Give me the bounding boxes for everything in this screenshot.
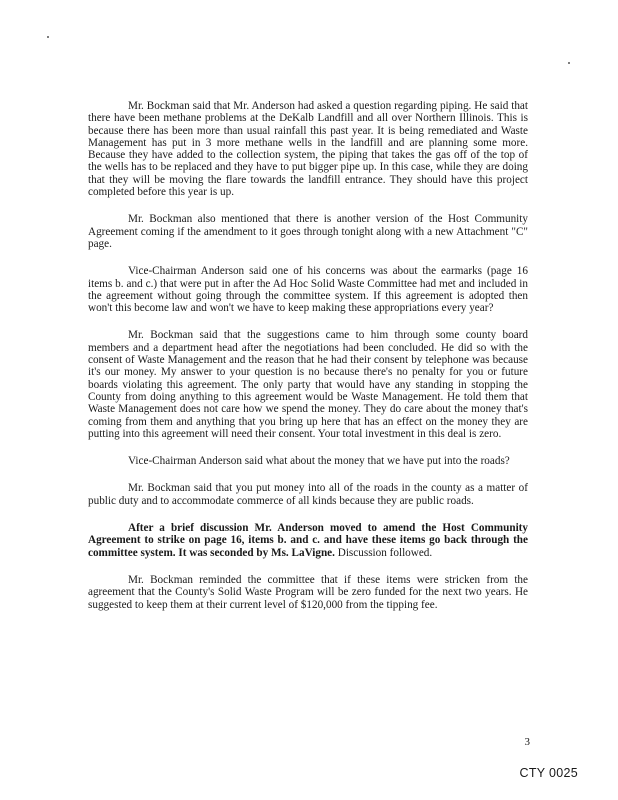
scan-speck xyxy=(47,36,49,38)
paragraph-methane: Mr. Bockman said that Mr. Anderson had asked a question regarding piping. He said that there have been methane problems at the DeKalb Landfill and all over Northern Illinois. This is because there has been more than usual rainfall this past year. It is being remediated and Waste Management has put in 3 more methane wells in the landfill and are planning some more. Because they have added to the collection system, the piping that takes the gas off of the top of the wells has to be replaced and they have to put bigger pipe up. In this case, while they are doing that they will be moving the flare towards the landfill entrance. They should have this project completed before this year is up. xyxy=(88,100,528,199)
paragraph-motion xyxy=(88,522,528,559)
page-number: 3 xyxy=(524,736,530,748)
paragraph-host-agreement-version: Mr. Bockman also mentioned that there is another version of the Host Community Agreement coming if the amendment to it goes through tonight along with a new Attachment "C" page. xyxy=(88,213,528,250)
paragraph-roads-answer: Mr. Bockman said that you put money into all of the roads in the county as a matter of public duty and to accommodate commerce of all kinds because they are public roads. xyxy=(88,482,528,507)
scan-speck xyxy=(568,62,570,64)
motion-bold-text: After a brief discussion Mr. Anderson moved to amend the Host Community Agreement to strike on page 16, items b. and c. and have these items go back through the committee system. It was seconded by Ms. LaVigne. xyxy=(88,522,528,559)
paragraph-bockman-response: Mr. Bockman said that the suggestions came to him through some county board members and a department head after the negotiations had been concluded. He did so with the consent of Waste Management and the reason that he had their consent by telephone was because it's our money. My answer to your question is no because there's no penalty for you or future boards violating this agreement. The only party that would have any standing in stopping the County from doing anything to this agreement would be Waste Management. He told them that Waste Management does not care how we spend the money. They do care about the money that's coming from them and anything that you bring up here that has an effect on the money they are putting into this agreement will need their consent. Your total investment in this deal is zero. xyxy=(88,329,528,440)
paragraph-roads-question: Vice-Chairman Anderson said what about the money that we have put into the roads? xyxy=(128,455,510,468)
motion-normal-text: Discussion followed. xyxy=(334,546,433,559)
document-body xyxy=(88,100,528,626)
bates-number: CTY 0025 xyxy=(519,766,578,780)
paragraph-funding-reminder: Mr. Bockman reminded the committee that if these items were stricken from the agreement that the County's Solid Waste Program will be zero funded for the next two years. He suggested to keep them at their current level of $120,000 from the tipping fee. xyxy=(88,573,528,611)
paragraph-earmarks-concern: Vice-Chairman Anderson said one of his concerns was about the earmarks (page 16 items b. and c.) that were put in after the Ad Hoc Solid Waste Committee had met and included in the agreement without going through the committee system. If this agreement is adopted then won't this become law and won't we have to keep making these appropriations every year? xyxy=(88,265,528,315)
